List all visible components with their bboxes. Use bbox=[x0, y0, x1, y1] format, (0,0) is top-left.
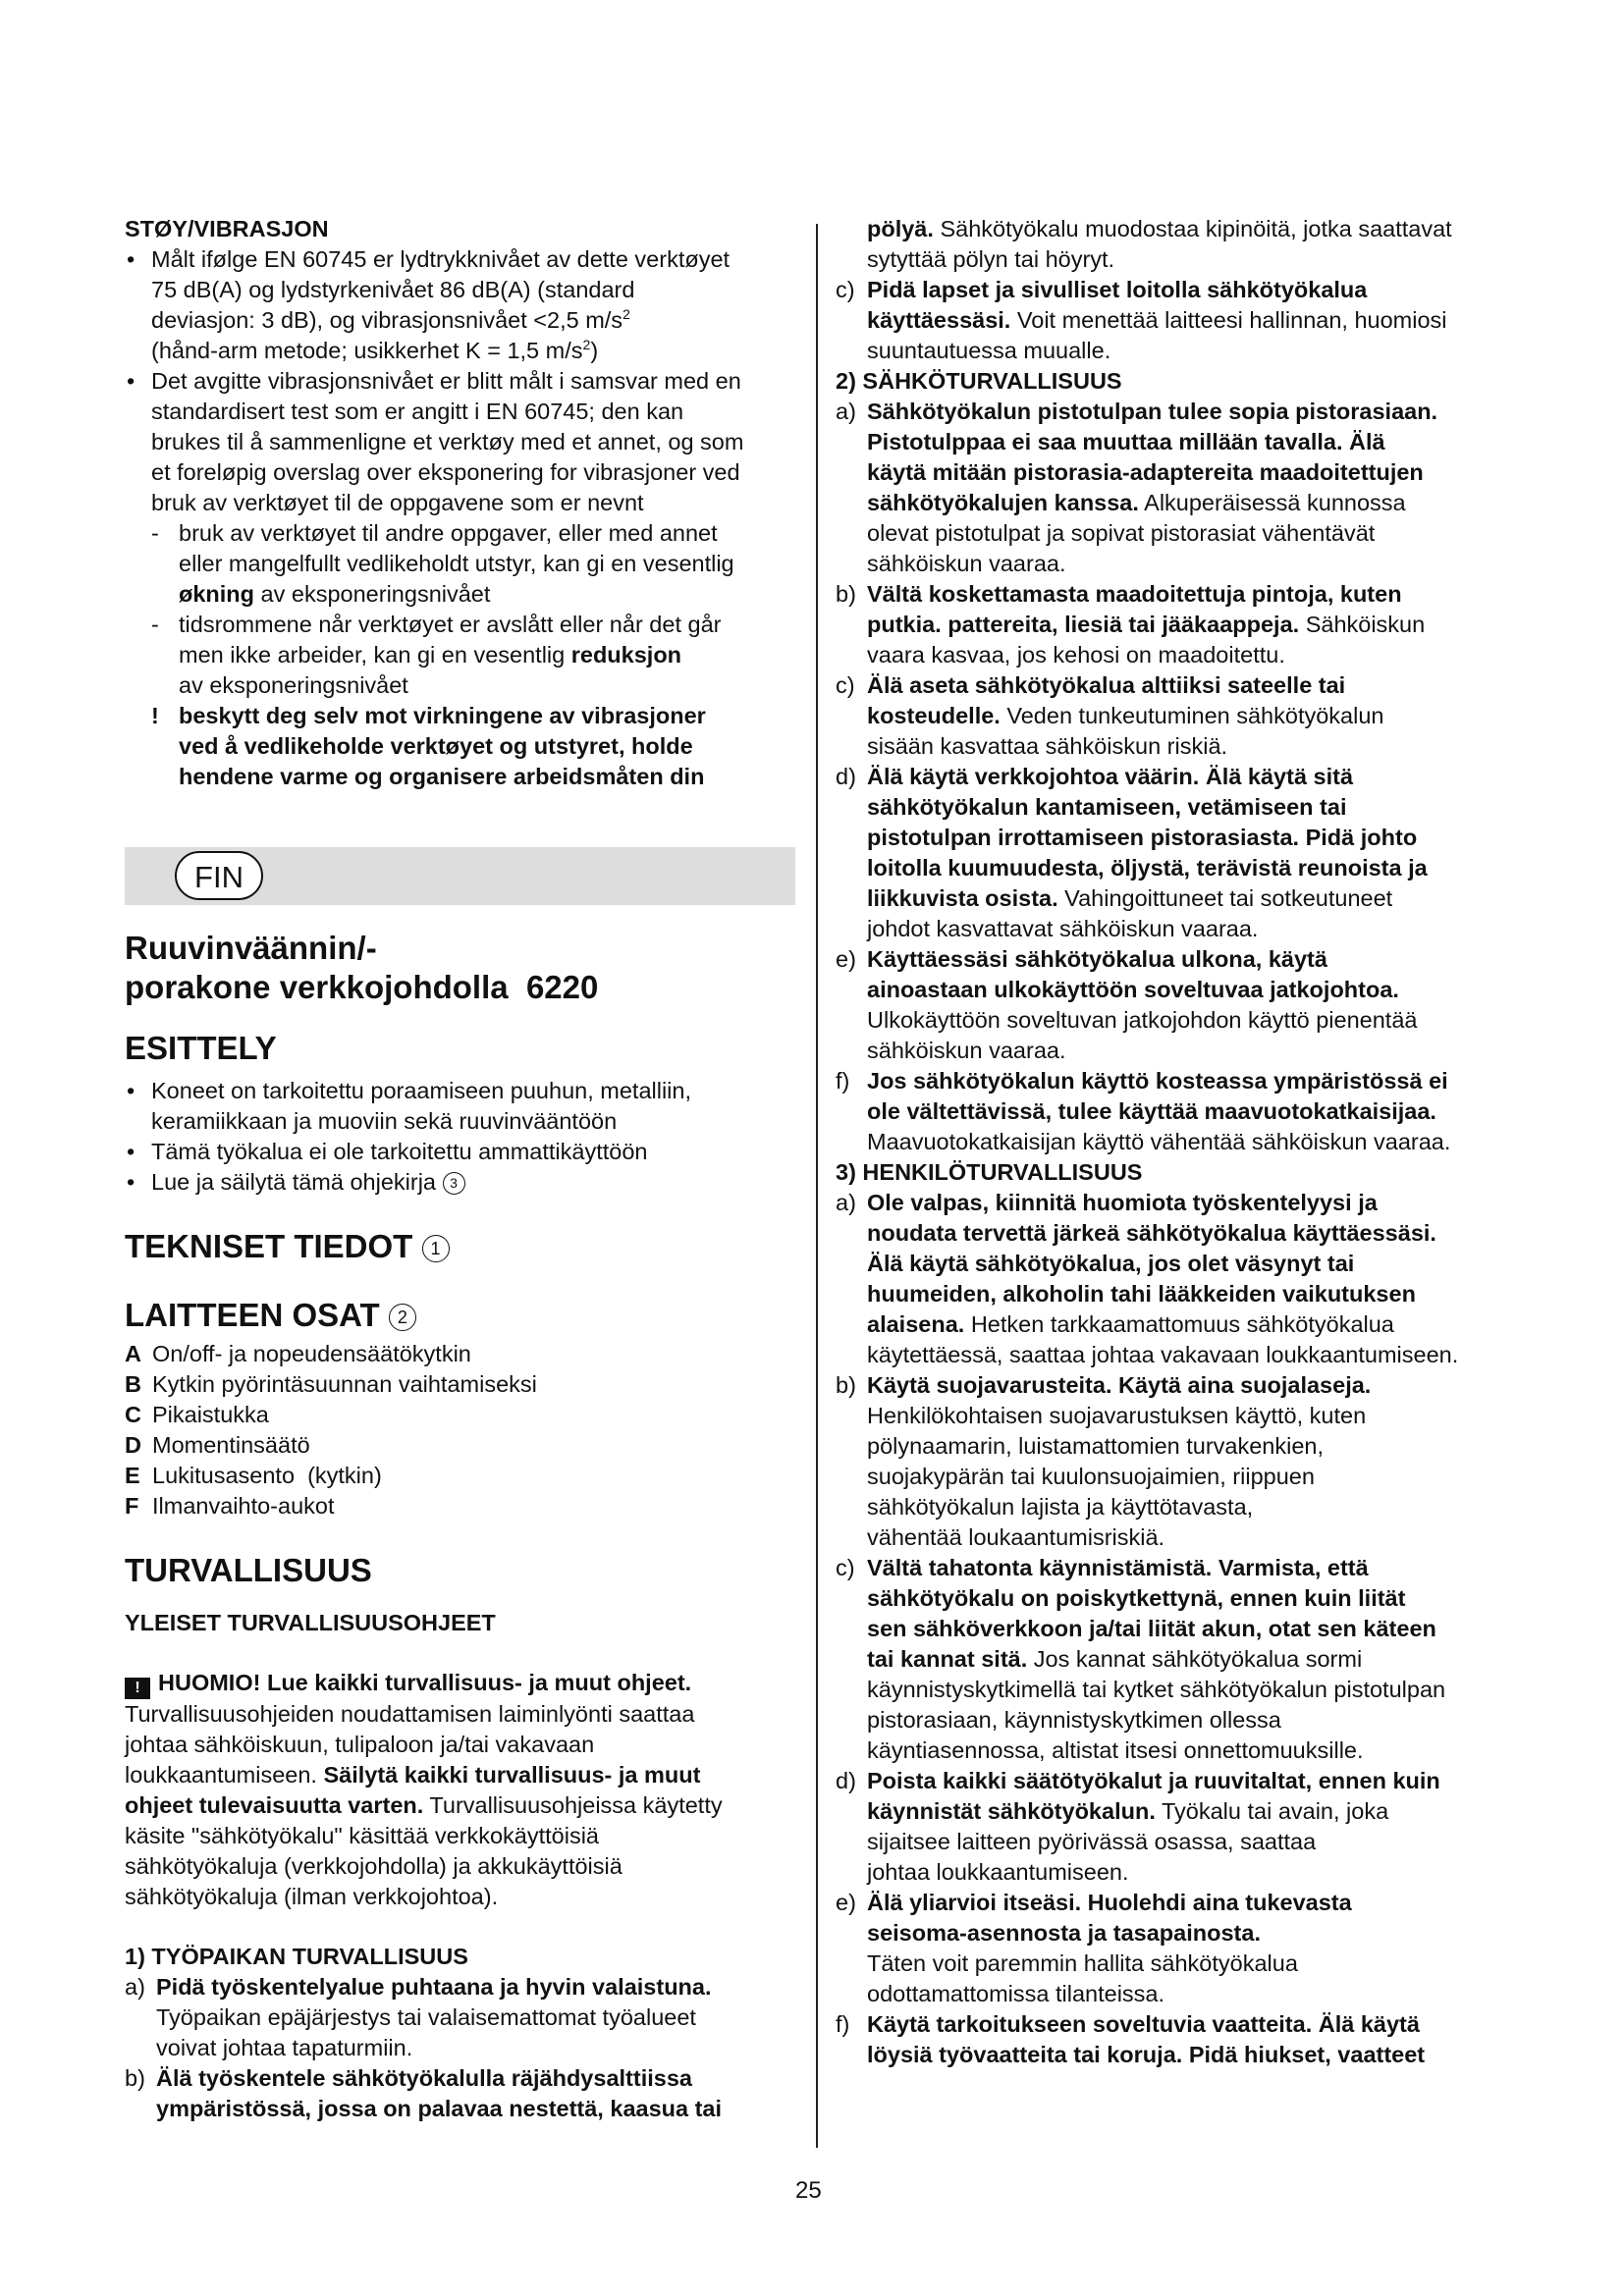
text-line bbox=[125, 1790, 795, 1821]
safety-heading: TURVALLISUUS bbox=[125, 1552, 372, 1588]
text-line bbox=[179, 579, 795, 610]
text-line: loitolla kuumuudesta, öljystä, terävistä reunoista ja bbox=[867, 855, 1428, 881]
item-marker: b) bbox=[836, 1372, 856, 1398]
part-item bbox=[125, 1400, 795, 1430]
text-line: Älä työskentele sähkötyökalulla räjähdysalttiissa bbox=[156, 2065, 692, 2091]
text-line bbox=[125, 1668, 795, 1699]
left-column bbox=[125, 214, 795, 2124]
text-line bbox=[867, 1796, 1513, 1827]
part-letter: A bbox=[125, 1341, 141, 1366]
elec-item-c bbox=[836, 670, 1513, 762]
work-item-c bbox=[836, 275, 1513, 366]
text-line: Käyttäessäsi sähkötyökalua ulkona, käytä bbox=[867, 946, 1327, 972]
pers-item-a bbox=[836, 1188, 1513, 1370]
text-line: Vältä tahatonta käynnistämistä. Varmista, että bbox=[867, 1555, 1369, 1580]
part-letter: F bbox=[125, 1493, 139, 1519]
text-line: Pidä työskentelyalue puhtaana ja hyvin valaistuna. bbox=[156, 1974, 712, 2000]
bold-span: käynnistät sähkötyökalun. bbox=[867, 1798, 1156, 1824]
text-line bbox=[125, 1760, 795, 1790]
text-line: käytettäessä, saattaa johtaa vakavaan loukkaantumiseen. bbox=[867, 1342, 1459, 1367]
text-line: eller mangelfullt vedlikeholdt utstyr, kan gi en vesentlig bbox=[179, 551, 734, 576]
text-line: Turvallisuusohjeiden noudattamisen laiminlyönti saattaa bbox=[125, 1701, 695, 1727]
text-line: suojakypärän tai kuulonsuojaimien, riippuen bbox=[867, 1464, 1315, 1489]
text-line: vaara kasvaa, jos kehosi on maadoitettu. bbox=[867, 642, 1285, 667]
dash-marker: - bbox=[151, 520, 159, 546]
text-line bbox=[867, 214, 1513, 244]
heading-text: LAITTEEN OSAT bbox=[125, 1297, 380, 1333]
elec-item-a bbox=[836, 397, 1513, 579]
item-marker: f) bbox=[836, 2011, 850, 2037]
text-line bbox=[867, 1309, 1513, 1340]
part-item bbox=[125, 1339, 795, 1369]
text-line: Pistotulppaa ei saa muuttaa millään tavalla. Älä bbox=[867, 429, 1385, 454]
personal-safety-heading: 3) HENKILÖTURVALLISUUS bbox=[836, 1159, 1143, 1185]
text-line: Sähkötyökalun pistotulpan tulee sopia pistorasiaan. bbox=[867, 399, 1438, 424]
text-span: ) bbox=[590, 338, 599, 363]
text-line: suuntautuessa muualle. bbox=[867, 338, 1111, 363]
work-safety-heading: 1) TYÖPAIKAN TURVALLISUUS bbox=[125, 1944, 468, 1969]
item-marker: d) bbox=[836, 1768, 856, 1793]
warning-icon: ! bbox=[125, 1678, 150, 1699]
text-line: Älä käytä verkkojohtoa väärin. Älä käytä sitä bbox=[867, 764, 1354, 789]
pers-item-e bbox=[836, 1888, 1513, 2009]
bold-span: pölyä. bbox=[867, 216, 934, 241]
text-line: pistotulpan irrottamiseen pistorasiasta. Pidä johto bbox=[867, 825, 1418, 850]
text-line: johdot kasvattavat sähköiskun vaaraa. bbox=[867, 916, 1259, 941]
figure-ref-2: 2 bbox=[389, 1304, 416, 1331]
text-line: bruk av verktøyet til andre oppgaver, eller med annet bbox=[179, 520, 718, 546]
text-line: löysiä työvaatteita tai koruja. Pidä hiukset, vaatteet bbox=[867, 2042, 1426, 2067]
text-line: pistorasiaan, käynnistyskytkimen ollessa bbox=[867, 1707, 1281, 1733]
text-line: ved å vedlikeholde verktøyet og utstyret, holde bbox=[179, 733, 693, 759]
figure-ref-1: 1 bbox=[422, 1235, 450, 1262]
text-span: (hånd-arm metode; usikkerhet K = 1,5 m/s bbox=[151, 338, 583, 363]
part-text: On/off- ja nopeudensäätökytkin bbox=[152, 1341, 471, 1366]
text-line: sähkötyökalun lajista ja käyttötavasta, bbox=[867, 1494, 1254, 1520]
text-line: • Koneet on tarkoitettu poraamiseen puuhun, metalliin, bbox=[151, 1078, 691, 1103]
text-line bbox=[867, 701, 1513, 731]
noise-bullet-2 bbox=[125, 366, 795, 518]
text-line: • Det avgitte vibrasjonsnivået er blitt målt i samsvar med en bbox=[151, 368, 741, 394]
text-line bbox=[151, 305, 795, 336]
text-line: Käytä suojavarusteita. Käytä aina suojalaseja. bbox=[867, 1372, 1372, 1398]
text-line: Henkilökohtaisen suojavarustuksen käyttö, kuten bbox=[867, 1403, 1367, 1428]
bold-span: tai kannat sitä. bbox=[867, 1646, 1028, 1672]
text-span: Sähkötyökalu muodostaa kipinöitä, jotka saattavat bbox=[933, 216, 1452, 241]
bold-span: Säilytä kaikki turvallisuus- ja muut bbox=[323, 1762, 701, 1788]
bold-span: käyttäessäsi. bbox=[867, 307, 1011, 333]
text-line: av eksponeringsnivået bbox=[179, 672, 408, 698]
text-line bbox=[151, 336, 795, 366]
text-line: Työpaikan epäjärjestys tai valaisemattomat työalueet bbox=[156, 2004, 696, 2030]
text-line: ympäristössä, jossa on palavaa nestettä, kaasua tai bbox=[156, 2096, 723, 2121]
item-marker: c) bbox=[836, 1555, 855, 1580]
part-item bbox=[125, 1369, 795, 1400]
item-marker: f) bbox=[836, 1068, 850, 1094]
general-safety-heading: YLEISET TURVALLISUUSOHJEET bbox=[125, 1610, 496, 1635]
exclamation-marker: ! bbox=[151, 703, 159, 728]
text-line: Maavuotokatkaisijan käyttö vähentää sähköiskun vaaraa. bbox=[867, 1129, 1451, 1154]
text-line: käsite "sähkötyökalu" käsittää verkkokäyttöisiä bbox=[125, 1823, 599, 1848]
text-line: sähköiskun vaaraa. bbox=[867, 1038, 1066, 1063]
item-marker: b) bbox=[125, 2065, 145, 2091]
text-line: keramiikkaan ja muoviin sekä ruuvinvääntöön bbox=[151, 1108, 618, 1134]
elec-item-d bbox=[836, 762, 1513, 944]
text-line: et foreløpig overslag over eksponering for vibrasjoner ved bbox=[151, 459, 740, 485]
text-span: Veden tunkeutuminen sähkötyökalun bbox=[1000, 703, 1384, 728]
text-line: • Målt ifølge EN 60745 er lydtrykknivået av dette verktøyet bbox=[151, 246, 731, 272]
text-line: käyntiasennossa, altistat itsesi onnettomuuksille. bbox=[867, 1737, 1364, 1763]
item-marker: e) bbox=[836, 946, 856, 972]
text-line: sähkötyökaluja (verkkojohdolla) ja akkukäyttöisiä bbox=[125, 1853, 623, 1879]
text-line: sähköiskun vaaraa. bbox=[867, 551, 1066, 576]
text-line bbox=[867, 1644, 1513, 1675]
elec-item-b bbox=[836, 579, 1513, 670]
bold-span: reduksjon bbox=[570, 642, 682, 667]
text-line: Älä yliarvioi itseäsi. Huolehdi aina tukevasta bbox=[867, 1890, 1352, 1915]
item-marker: e) bbox=[836, 1890, 856, 1915]
text-line: pölynaamarin, luistamattomien turvakenkien, bbox=[867, 1433, 1325, 1459]
text-span: Alkuperäisessä kunnossa bbox=[1138, 490, 1406, 515]
title-line: Ruuvinväännin/- bbox=[125, 930, 377, 966]
text-span: Lue ja säilytä tämä ohjekirja bbox=[151, 1169, 436, 1195]
text-span: Voit menettää laitteesi hallinnan, huomiosi bbox=[1010, 307, 1447, 333]
bold-span: ohjeet tulevaisuutta varten. bbox=[125, 1792, 424, 1818]
pers-item-b bbox=[836, 1370, 1513, 1553]
text-line: standardisert test som er angitt i EN 60745; den kan bbox=[151, 399, 684, 424]
text-line bbox=[867, 488, 1513, 518]
text-span: Hetken tarkkaamattomuus sähkötyökalua bbox=[964, 1311, 1394, 1337]
text-line: ole vältettävissä, tulee käyttää maavuotokatkaisijaa. bbox=[867, 1098, 1436, 1124]
text-line: Täten voit paremmin hallita sähkötyökalua bbox=[867, 1950, 1298, 1976]
item-marker: d) bbox=[836, 764, 856, 789]
pers-item-d bbox=[836, 1766, 1513, 1888]
item-marker: c) bbox=[836, 672, 855, 698]
text-line: voivat johtaa tapaturmiin. bbox=[156, 2035, 413, 2060]
part-letter: D bbox=[125, 1432, 141, 1458]
intro-heading: ESITTELY bbox=[125, 1030, 277, 1066]
text-line: johtaa sähköiskuun, tulipaloon ja/tai vakavaan bbox=[125, 1732, 595, 1757]
text-line bbox=[179, 640, 795, 670]
text-line: Ole valpas, kiinnitä huomiota työskentelyysi ja bbox=[867, 1190, 1378, 1215]
text-line: käynnistyskytkimellä tai kytket sähkötyökalun pistotulpan bbox=[867, 1677, 1446, 1702]
noise-heading: STØY/VIBRASJON bbox=[125, 216, 329, 241]
text-line: Poista kaikki säätötyökalut ja ruuvitaltat, ennen kuin bbox=[867, 1768, 1440, 1793]
page-number: 25 bbox=[795, 2177, 822, 2204]
title-line: porakone verkkojohdolla 6220 bbox=[125, 969, 599, 1005]
part-text: Ilmanvaihto-aukot bbox=[152, 1493, 335, 1519]
bold-span: putkia. pattereita, liesiä tai jääkaappeja. bbox=[867, 612, 1300, 637]
item-marker: a) bbox=[836, 1190, 856, 1215]
text-line: odottamattomissa tilanteissa. bbox=[867, 1981, 1165, 2006]
tech-heading bbox=[125, 1227, 795, 1266]
text-line: sähkötyökalu on poiskytkettynä, ennen kuin liität bbox=[867, 1585, 1406, 1611]
right-column bbox=[836, 214, 1513, 2070]
part-text: Kytkin pyörintäsuunnan vaihtamiseksi bbox=[152, 1371, 537, 1397]
text-span: Jos kannat sähkötyökalua sormi bbox=[1027, 1646, 1363, 1672]
text-line: Käytä tarkoitukseen soveltuvia vaatteita. Älä käytä bbox=[867, 2011, 1420, 2037]
text-line: Älä aseta sähkötyökalua alttiiksi sateelle tai bbox=[867, 672, 1346, 698]
text-line: brukes til å sammenligne et verktøy med et annet, og som bbox=[151, 429, 744, 454]
language-badge: FIN bbox=[175, 851, 263, 900]
part-item bbox=[125, 1491, 795, 1522]
text-line: sen sähköverkkoon ja/tai liität akun, otat sen käteen bbox=[867, 1616, 1436, 1641]
parts-heading bbox=[125, 1296, 795, 1335]
work-item-a bbox=[125, 1972, 795, 2063]
figure-ref-3: 3 bbox=[443, 1172, 465, 1195]
part-letter: E bbox=[125, 1463, 140, 1488]
text-line: huumeiden, alkoholin tahi lääkkeiden vaikutuksen bbox=[867, 1281, 1416, 1307]
text-line: beskytt deg selv mot virkningene av vibrasjoner bbox=[179, 703, 706, 728]
parts-list bbox=[125, 1339, 795, 1522]
superscript: 2 bbox=[582, 337, 591, 353]
item-marker: c) bbox=[836, 277, 855, 302]
bold-span: alaisena. bbox=[867, 1311, 965, 1337]
noise-dash-2 bbox=[125, 610, 795, 701]
text-line: 75 dB(A) og lydstyrkenivået 86 dB(A) (standard bbox=[151, 277, 635, 302]
elec-item-e bbox=[836, 944, 1513, 1066]
text-line: noudata tervettä järkeä sähkötyökalua käyttäessäsi. bbox=[867, 1220, 1436, 1246]
text-line: bruk av verktøyet til de oppgavene som er nevnt bbox=[151, 490, 644, 515]
text-line bbox=[867, 305, 1513, 336]
intro-bullet-3 bbox=[125, 1167, 795, 1198]
pers-item-c bbox=[836, 1553, 1513, 1766]
bold-span: økning bbox=[179, 581, 255, 607]
heading-text: TEKNISET TIEDOT bbox=[125, 1228, 413, 1264]
text-span: Sähköiskun bbox=[1299, 612, 1426, 637]
text-line: ainoastaan ulkokäyttöön soveltuvaa jatkojohtoa. bbox=[867, 977, 1399, 1002]
text-line: Älä käytä sähkötyökalua, jos olet väsynyt tai bbox=[867, 1251, 1355, 1276]
item-marker: a) bbox=[836, 399, 856, 424]
part-item bbox=[125, 1430, 795, 1461]
text-span: Turvallisuusohjeissa käytetty bbox=[423, 1792, 723, 1818]
item-marker: a) bbox=[125, 1974, 145, 2000]
part-letter: C bbox=[125, 1402, 141, 1427]
text-line: vähentää loukaantumisriskiä. bbox=[867, 1524, 1165, 1550]
bold-span: kosteudelle. bbox=[867, 703, 1001, 728]
part-item bbox=[125, 1461, 795, 1491]
text-line: Pidä lapset ja sivulliset loitolla sähkötyökalua bbox=[867, 277, 1368, 302]
text-span: av eksponeringsnivået bbox=[254, 581, 491, 607]
intro-bullet-1 bbox=[125, 1076, 795, 1137]
bold-span: liikkuvista osista. bbox=[867, 885, 1058, 911]
text-span: deviasjon: 3 dB), og vibrasjonsnivået <2,5 m/s bbox=[151, 307, 623, 333]
text-line: sijaitsee laitteen pyörivässä osassa, saattaa bbox=[867, 1829, 1317, 1854]
part-text: Lukitusasento (kytkin) bbox=[152, 1463, 382, 1488]
text-line: johtaa loukkaantumiseen. bbox=[867, 1859, 1129, 1885]
text-span: Vahingoittuneet tai sotkeutuneet bbox=[1057, 885, 1393, 911]
bold-span: sähkötyökalujen kanssa. bbox=[867, 490, 1139, 515]
electrical-safety-heading: 2) SÄHKÖTURVALLISUUS bbox=[836, 368, 1122, 394]
dash-marker: - bbox=[151, 612, 159, 637]
work-item-b bbox=[125, 2063, 795, 2124]
text-line: sytyttää pölyn tai höyryt. bbox=[867, 246, 1115, 272]
product-title bbox=[125, 929, 795, 1007]
text-line: seisoma-asennosta ja tasapainosta. bbox=[867, 1920, 1261, 1946]
text-span: men ikke arbeider, kan gi en vesentlig bbox=[179, 642, 571, 667]
warning-paragraph bbox=[125, 1668, 795, 1912]
text-span: loukkaantumiseen. bbox=[125, 1762, 324, 1788]
text-line: sähkötyökalun kantamiseen, vetämiseen tai bbox=[867, 794, 1347, 820]
text-line: sisään kasvattaa sähköiskun riskiä. bbox=[867, 733, 1228, 759]
superscript: 2 bbox=[623, 306, 630, 323]
intro-bullet-2: • Tämä työkalua ei ole tarkoitettu ammattikäyttöön bbox=[125, 1137, 795, 1167]
text-span: Työkalu tai avain, joka bbox=[1155, 1798, 1389, 1824]
column-divider bbox=[816, 224, 818, 2148]
text-line bbox=[867, 883, 1513, 914]
text-line: Vältä koskettamasta maadoitettuja pintoja, kuten bbox=[867, 581, 1402, 607]
pers-item-f bbox=[836, 2009, 1513, 2070]
text-line: tidsrommene når verktøyet er avslått eller når det går bbox=[179, 612, 722, 637]
part-text: Momentinsäätö bbox=[152, 1432, 310, 1458]
language-band bbox=[125, 847, 795, 905]
part-letter: B bbox=[125, 1371, 141, 1397]
noise-bullet-1 bbox=[125, 244, 795, 366]
text-line bbox=[867, 610, 1513, 640]
noise-exclamation bbox=[125, 701, 795, 792]
work-item-b-cont bbox=[836, 214, 1513, 275]
text-line: sähkötyökaluja (ilman verkkojohtoa). bbox=[125, 1884, 499, 1909]
text-line: Jos sähkötyökalun käyttö kosteassa ympäristössä ei bbox=[867, 1068, 1448, 1094]
text-span: HUOMIO! Lue kaikki turvallisuus- ja muut ohjeet. bbox=[158, 1670, 692, 1695]
noise-dash-1 bbox=[125, 518, 795, 610]
text-line: hendene varme og organisere arbeidsmåten din bbox=[179, 764, 705, 789]
text-line: Ulkokäyttöön soveltuvan jatkojohdon käyttö pienentää bbox=[867, 1007, 1418, 1033]
part-text: Pikaistukka bbox=[152, 1402, 269, 1427]
text-line: käytä mitään pistorasia-adaptereita maadoitettujen bbox=[867, 459, 1424, 485]
elec-item-f bbox=[836, 1066, 1513, 1157]
text-line: olevat pistotulpat ja sopivat pistorasiat vähentävät bbox=[867, 520, 1376, 546]
item-marker: b) bbox=[836, 581, 856, 607]
